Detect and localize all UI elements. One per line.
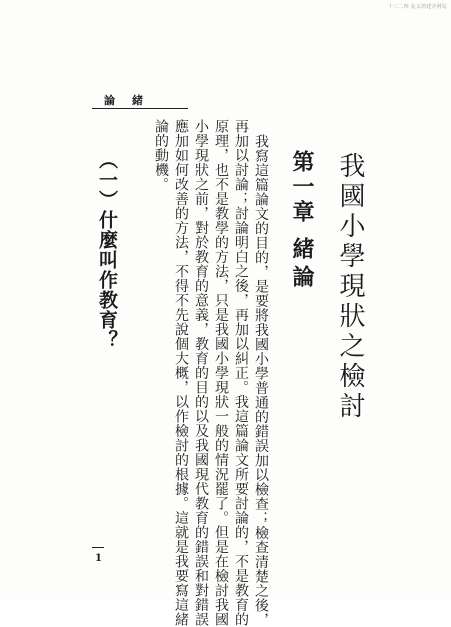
section-heading: （一）什麼叫作教育？ <box>96 150 118 350</box>
body-column-6: 論的動機。 <box>153 119 169 192</box>
book-title: 我國小學現狀之檢討 <box>335 152 365 422</box>
chapter-title: 緒論 <box>289 237 315 293</box>
body-column-3: 原理，也不是教學的方法，只是我國小學現狀一般的情況罷了。但是在檢討我國 <box>213 119 229 627</box>
watermark-text: 十三二四 复义鸿建齐网站 <box>388 4 447 10</box>
body-column-5: 應加如何改善的方法，不得不先說個大概，以作檢討的根據。這就是我要寫這緒 <box>173 119 189 627</box>
body-column-1: 我寫這篇論文的目的，是要將我國小學普通的錯誤加以檢查；檢查清楚之後， <box>253 134 269 627</box>
body-column-4: 小學現狀之前，對於教育的意義，教育的目的以及我國現代教育的錯誤和對錯誤 <box>193 119 209 627</box>
footer-rule <box>92 547 104 548</box>
header-rule <box>92 108 188 109</box>
body-column-2: 再加以討論；討論明白之後，再加以糾正。我這篇論文所要討論的，不是教育的 <box>233 119 249 627</box>
page-number: 1 <box>95 553 102 564</box>
chapter-number: 第一章 <box>289 150 315 225</box>
running-head: 論 緒 <box>104 94 146 107</box>
